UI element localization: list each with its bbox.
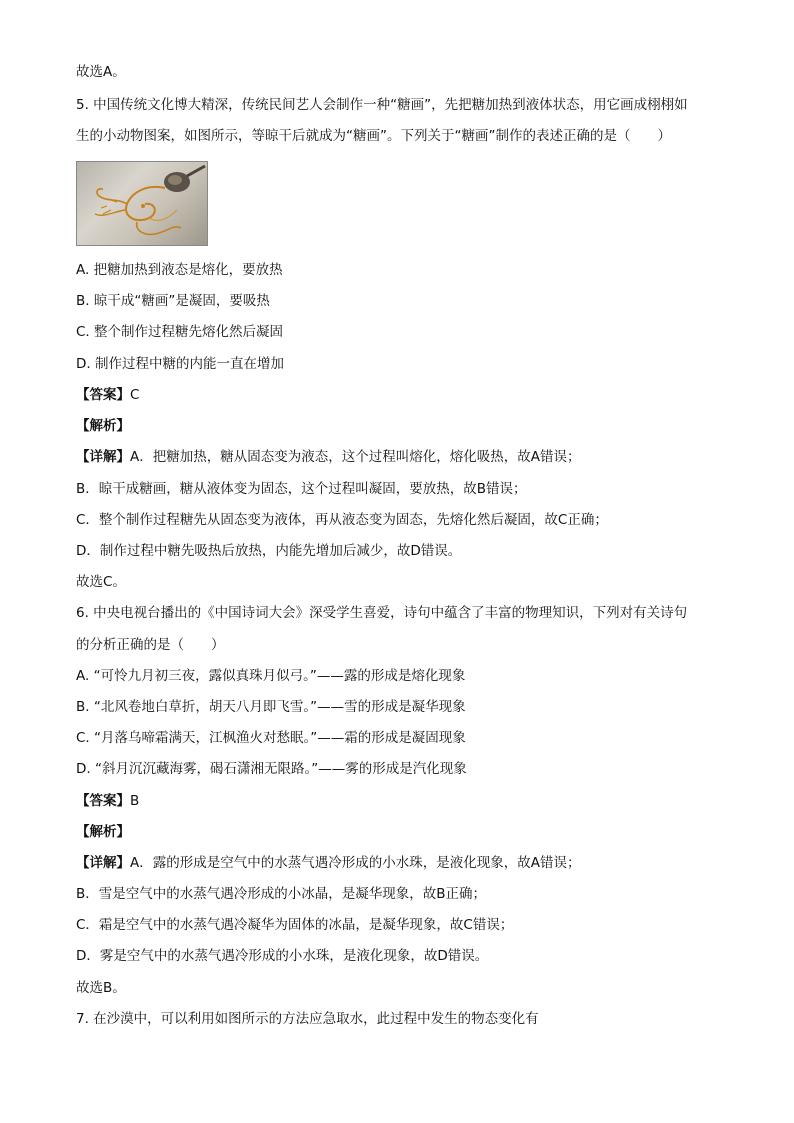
explanation-6b: B．雪是空气中的水蒸气遇冷形成的小冰晶，是凝华现象，故B正确；: [76, 886, 487, 902]
question-7-stem-line1: 7. 在沙漠中，可以利用如图所示的方法应急取水，此过程中发生的物态变化有: [76, 1011, 539, 1027]
analysis-label-6: 【解析】: [76, 824, 130, 840]
explanation-6d: D．雾是空气中的水蒸气遇冷形成的小水珠，是液化现象，故D错误。: [76, 948, 489, 964]
option-5b: B. 晾干成“糖画”是凝固，要吸热: [76, 293, 270, 309]
option-6d: D. “斜月沉沉藏海雾，碣石潇湘无限路。”——雾的形成是汽化现象: [76, 761, 467, 777]
explanation-5b: B．晾干成糖画，糖从液体变为固态，这个过程叫凝固，要放热，故B错误；: [76, 481, 527, 497]
question-6-stem-line1: 6. 中央电视台播出的《中国诗词大会》深受学生喜爱，诗句中蕴含了丰富的物理知识，下列对有关诗句: [76, 605, 688, 621]
option-6b: B. “北风卷地白草折，胡天八月即飞雪。”——雪的形成是凝华现象: [76, 699, 466, 715]
answer-value: B: [130, 793, 140, 809]
sugar-painting-photo: [76, 161, 208, 246]
explanation-5c: C．整个制作过程糖先从固态变为液体，再从液态变为固态，先熔化然后凝固，故C正确；: [76, 512, 608, 528]
explanation-6c: C．霜是空气中的水蒸气遇冷凝华为固体的冰晶，是凝华现象，故C错误；: [76, 917, 514, 933]
question-5-stem-line2: 生的小动物图案，如图所示，等晾干后就成为“糖画”。下列关于“糖画”制作的表述正确的是（ ）: [76, 128, 671, 144]
answer-value: C: [130, 387, 140, 403]
analysis-label-5: 【解析】: [76, 418, 130, 434]
option-5c: C. 整个制作过程糖先熔化然后凝固: [76, 324, 284, 340]
answer-5: [76, 385, 139, 405]
option-6c: C. “月落乌啼霜满天，江枫渔火对愁眠。”——霜的形成是凝固现象: [76, 730, 466, 746]
answer-6: [76, 791, 139, 811]
conclusion-q5: 故选C。: [76, 574, 126, 590]
detail-label: 【详解】: [76, 855, 130, 871]
explanation-6a: [76, 853, 580, 873]
detail-text: A．露的形成是空气中的水蒸气遇冷形成的小水珠，是液化现象，故A错误；: [130, 855, 581, 871]
option-6a: A. “可怜九月初三夜，露似真珠月似弓。”——露的形成是熔化现象: [76, 668, 466, 684]
conclusion-q4: 故选A。: [76, 64, 126, 80]
explanation-5a: [76, 447, 580, 467]
answer-label: 【答案】: [76, 387, 130, 403]
question-5-stem-line1: 5. 中国传统文化博大精深，传统民间艺人会制作一种“糖画”，先把糖加热到液体状态，用它画成栩栩如: [76, 97, 688, 113]
explanation-5d: D．制作过程中糖先吸热后放热，内能先增加后减少，故D错误。: [76, 543, 462, 559]
option-5d: D. 制作过程中糖的内能一直在增加: [76, 356, 284, 372]
detail-text: A．把糖加热，糖从固态变为液态，这个过程叫熔化，熔化吸热，故A错误；: [130, 449, 581, 465]
detail-label: 【详解】: [76, 449, 130, 465]
answer-label: 【答案】: [76, 793, 130, 809]
option-5a: A. 把糖加热到液态是熔化，要放热: [76, 262, 283, 278]
conclusion-q6: 故选B。: [76, 980, 126, 996]
question-6-stem-line2: 的分析正确的是（ ）: [76, 637, 225, 653]
